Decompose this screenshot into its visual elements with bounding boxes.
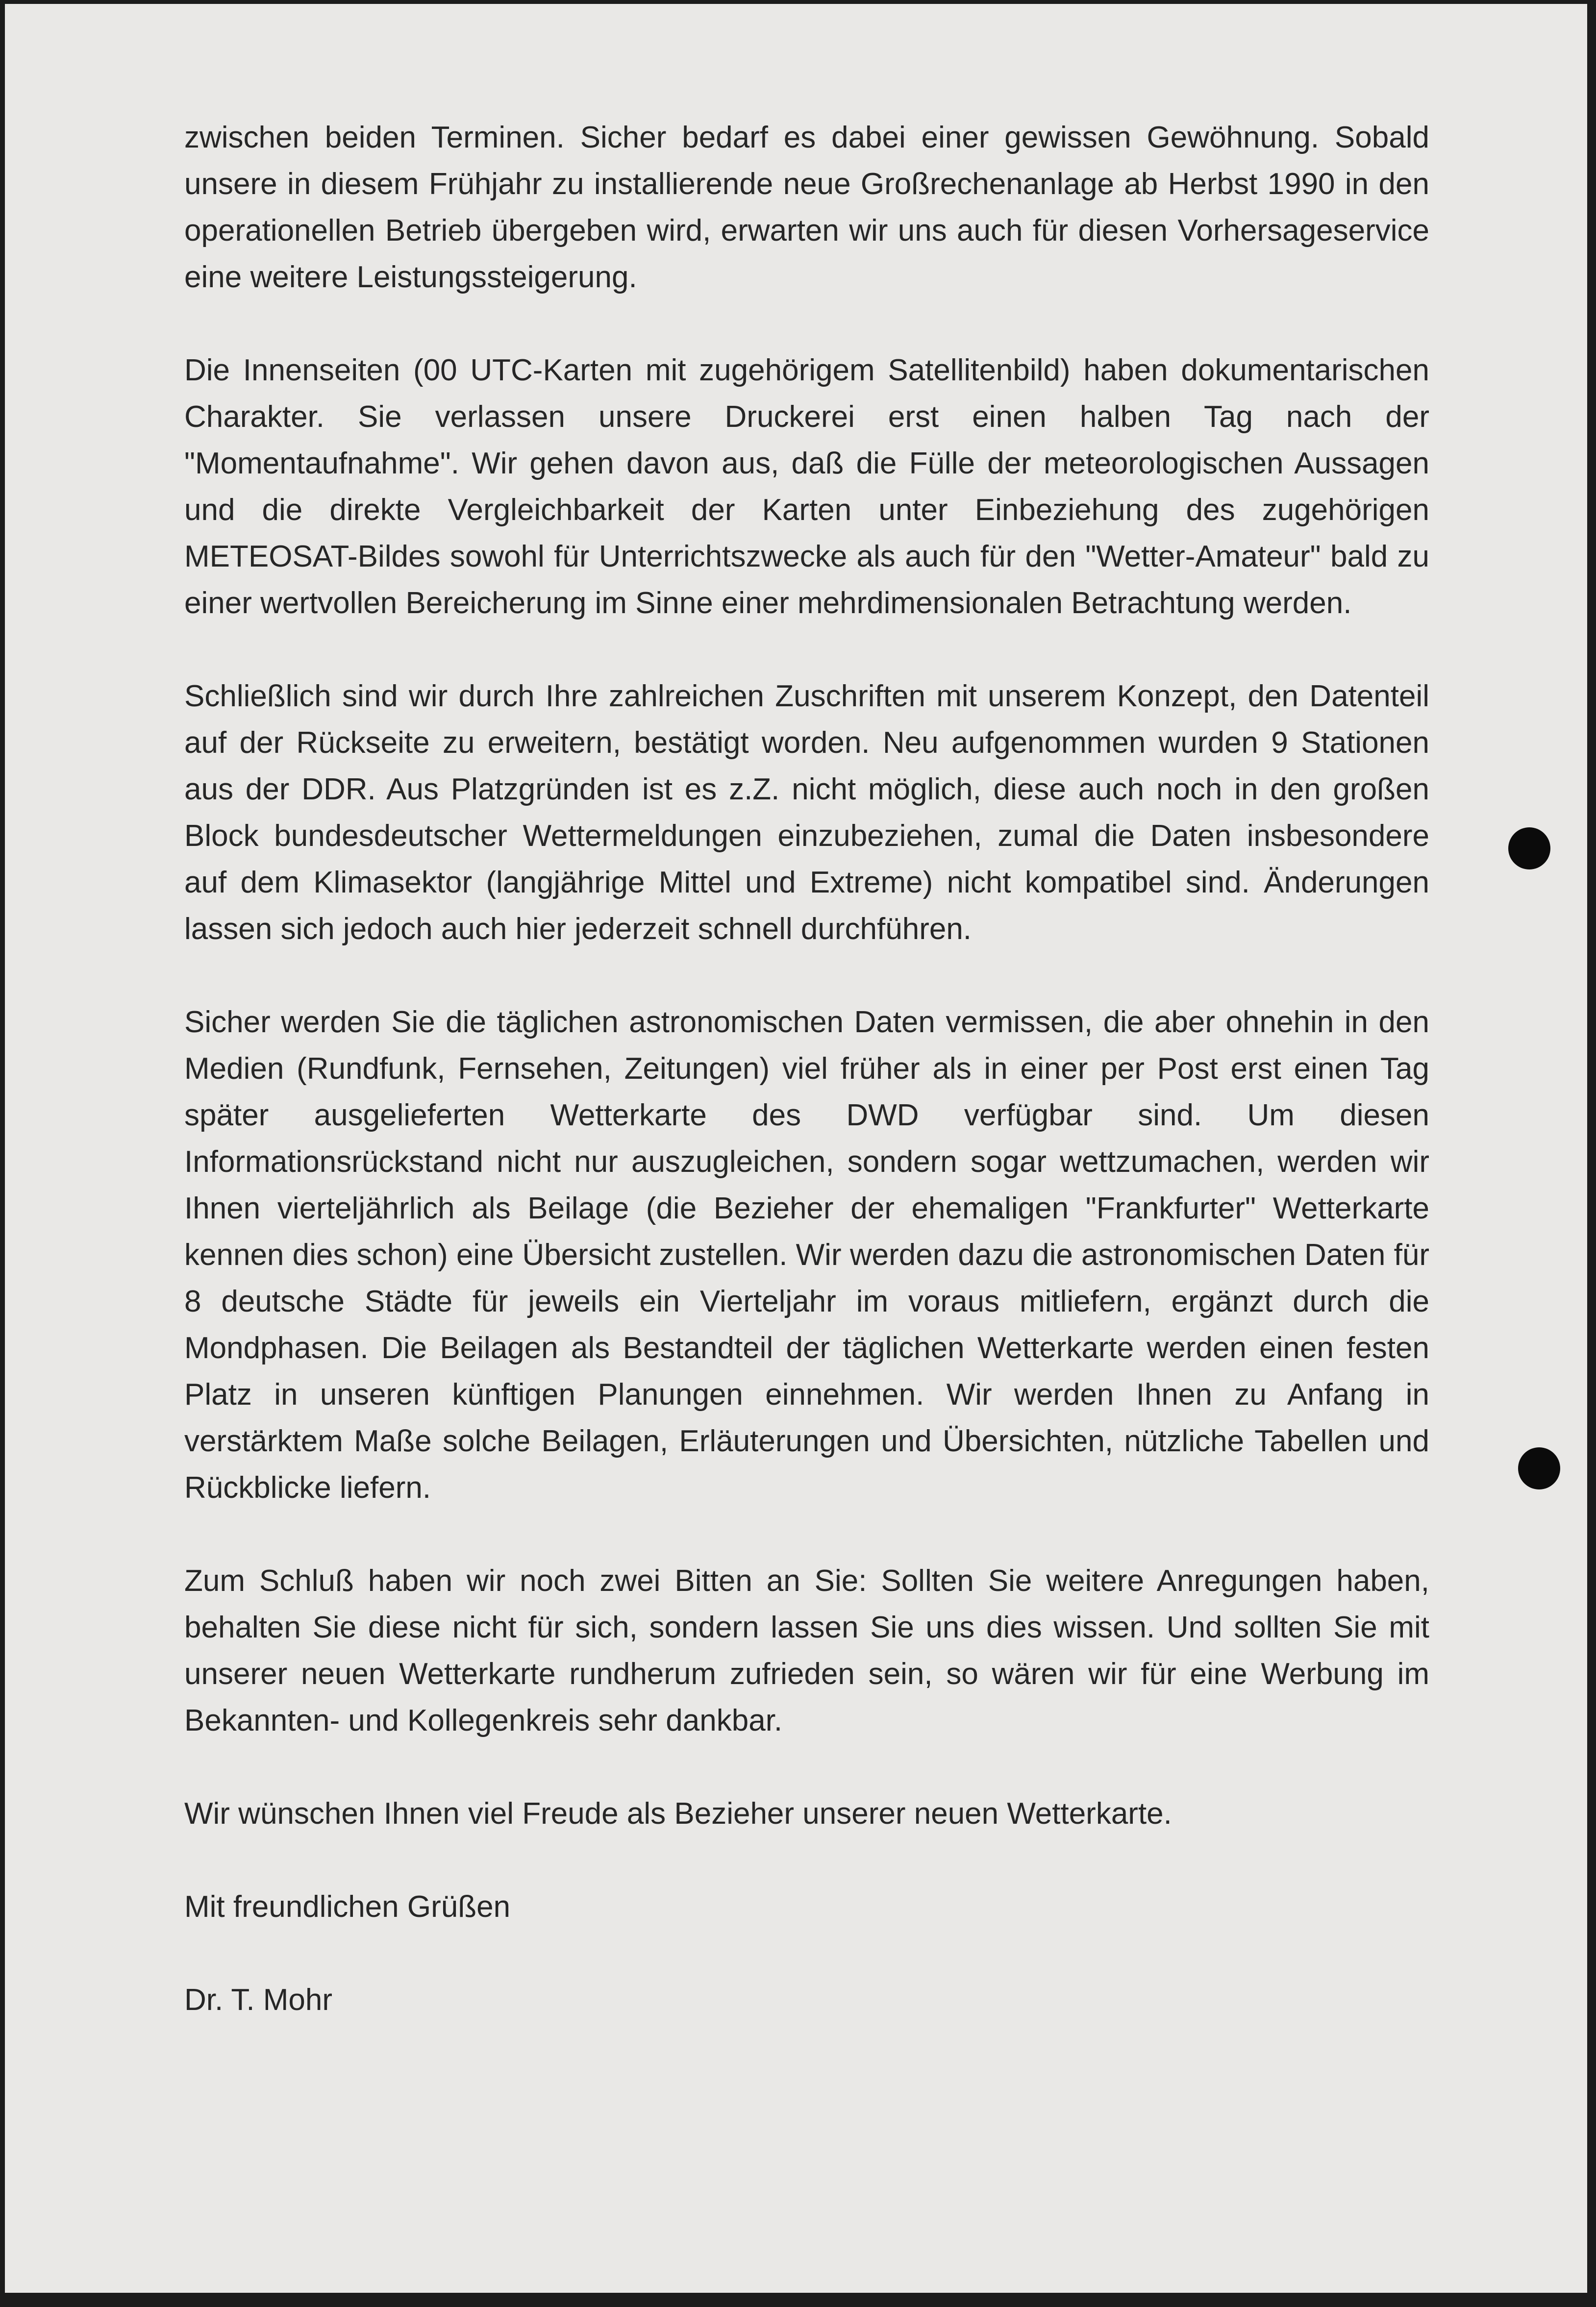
letter-page [5,4,1587,2293]
paragraph-data-section: Schließlich sind wir durch Ihre zahlreichen Zuschriften mit unserem Konzept, den Datenteil auf der Rückseite zu erweitern, bestätigt worden. Neu aufgenommen wurden 9 Stationen aus der DDR. Aus Platzgründen ist es z.Z. nicht möglich, diese auch noch in den großen Block bundesdeutscher Wettermeldungen einzubeziehen, zumal die Daten insbesondere auf dem Klimasektor (langjährige Mittel und Extreme) nicht kompatibel sind. Änderungen lassen sich jedoch auch hier jederzeit schnell durchführen. [184,679,1429,946]
signature: Dr. T. Mohr [184,1983,333,2017]
paragraph-astronomical-data: Sicher werden Sie die täglichen astronomischen Daten vermissen, die aber ohnehin in den Medien (Rundfunk, Fernsehen, Zeitungen) viel früher als in einer per Post erst einen Tag später ausgelieferten Wetterkarte des DWD verfügbar sind. Um diesen Informationsrückstand nicht nur auszugleichen, sondern sogar wettzumachen, werden wir Ihnen vierteljährlich als Beilage (die Bezieher der ehemaligen "Frankfurter" Wetterkarte kennen dies schon) eine Übersicht zustellen. Wir werden dazu die astronomischen Daten für 8 deutsche Städte für jeweils ein Vierteljahr im voraus mitliefern, ergänzt durch die Mondphasen. Die Beilagen als Bestandteil der täglichen Wetterkarte werden einen festen Platz in unseren künftigen Planungen einnehmen. Wir werden Ihnen zu Anfang in verstärktem Maße solche Beilagen, Erläuterungen und Übersichten, nützliche Tabellen und Rückblicke liefern. [184,1005,1429,1505]
closing-wish: Wir wünschen Ihnen viel Freude als Bezieher unserer neuen Wetterkarte. [184,1797,1172,1831]
punch-hole-top [1508,827,1550,869]
paragraph-requests: Zum Schluß haben wir noch zwei Bitten an Sie: Sollten Sie weitere Anregungen haben, behalten Sie diese nicht für sich, sondern lassen Sie uns dies wissen. Und sollten Sie mit unserer neuen Wetterkarte rundherum zufrieden sein, so wären wir für eine Werbung im Bekannten- und Kollegenkreis sehr dankbar. [184,1564,1429,1737]
punch-hole-bottom [1518,1447,1560,1489]
paragraph-inner-pages: Die Innenseiten (00 UTC-Karten mit zugehörigem Satellitenbild) haben dokumentarischen Charakter. Sie verlassen unsere Druckerei erst einen halben Tag nach der "Momentaufnahme". Wir gehen davon aus, daß die Fülle der meteorologischen Aussagen und die direkte Vergleichbarkeit der Karten unter Einbeziehung des zugehörigen METEOSAT-Bildes sowohl für Unterrichtszwecke als auch für den "Wetter-Amateur" bald zu einer wertvollen Bereicherung im Sinne einer mehrdimensionalen Betrachtung werden. [184,353,1429,620]
paragraph-new-computer: zwischen beiden Terminen. Sicher bedarf es dabei einer gewissen Gewöhnung. Sobald unsere in diesem Frühjahr zu installierende neue Großrechenanlage ab Herbst 1990 in den operationellen Betrieb übergeben wird, erwarten wir uns auch für diesen Vorhersageservice eine weitere Leistungssteigerung. [184,121,1429,294]
letter-body [184,114,1429,2023]
closing-greeting: Mit freundlichen Grüßen [184,1890,511,1924]
